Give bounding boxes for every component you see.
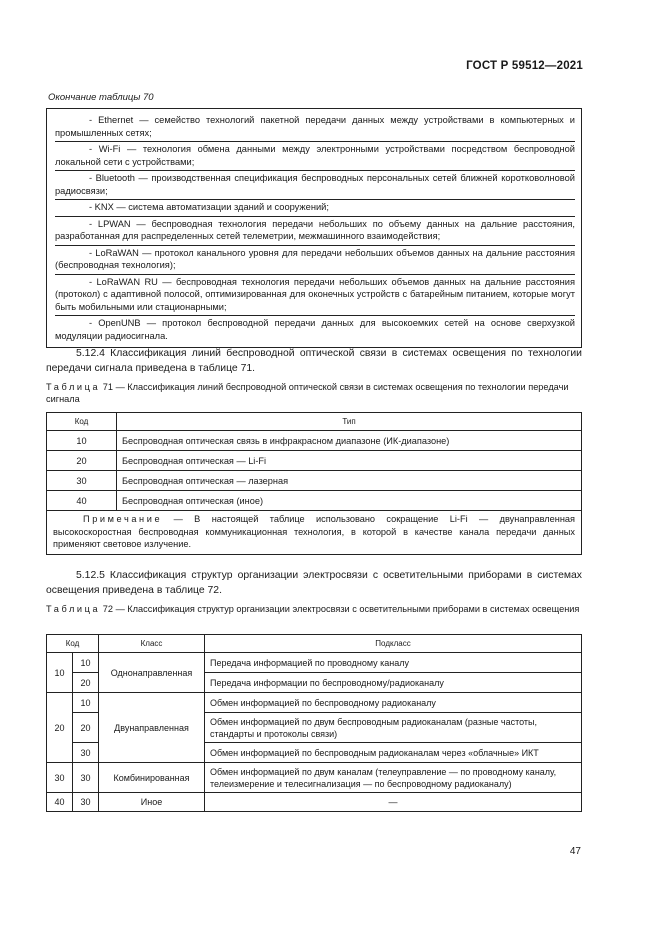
cell-type: Беспроводная оптическая (иное) bbox=[117, 491, 582, 511]
table71-caption-word: Таблица bbox=[46, 382, 101, 392]
cell-class: Однонаправленная bbox=[99, 653, 205, 693]
cell-subclass: — bbox=[205, 793, 582, 812]
table-row bbox=[47, 491, 582, 511]
table-row bbox=[47, 793, 582, 812]
definition-item: - LoRaWAN RU — беспроводная технология передачи небольших объемов данных на дальние расстояния (протокол) с адаптивной полосой, оптимизированная для оконечных устройств с батарейным питанием, которые могут быть мобильными или стационарными; bbox=[55, 275, 575, 317]
definition-item: - LoRaWAN — протокол канального уровня для передачи небольших объемов данных на дальние расстояния (беспроводная технология); bbox=[55, 246, 575, 275]
paragraph-5-12-5: 5.12.5 Классификация структур организации электросвязи с осветительными приборами в системах освещения приведена в таблице 72. bbox=[46, 570, 582, 596]
page-number: 47 bbox=[569, 846, 581, 857]
cell-subclass: Передача информацией по проводному каналу bbox=[205, 653, 582, 673]
cell-code: 10 bbox=[47, 431, 117, 451]
cell-subclass-code: 10 bbox=[73, 653, 99, 673]
definition-item: - Bluetooth — производственная спецификация беспроводных персональных сетей ближней коротковолновой радиосвязи; bbox=[55, 171, 575, 200]
cell-class-code: 30 bbox=[47, 763, 73, 793]
definition-item: - Wi-Fi — технология обмена данными между электронными устройствами посредством беспроводной локальной сети с устройствами; bbox=[55, 142, 575, 171]
cell-subclass: Обмен информацией по беспроводным радиоканалам через «облачные» ИКТ bbox=[205, 743, 582, 763]
paragraph-5-12-4: 5.12.4 Классификация линий беспроводной оптической связи в системах освещения по технологии передачи сигнала приведена в таблице 71. bbox=[46, 348, 582, 374]
column-header-class: Класс bbox=[99, 635, 205, 653]
table-71 bbox=[46, 412, 582, 555]
cell-type: Беспроводная оптическая связь в инфракрасном диапазоне (ИК-диапазоне) bbox=[117, 431, 582, 451]
table-row bbox=[47, 451, 582, 471]
table-note-row bbox=[47, 511, 582, 555]
definition-item: - Ethernet — семейство технологий пакетной передачи данных между устройствами в компьютерных и промышленных сетях; bbox=[55, 113, 575, 142]
table72-caption-word: Таблица bbox=[46, 604, 101, 614]
column-header-type: Тип bbox=[117, 413, 582, 431]
table-row bbox=[47, 693, 582, 713]
cell-code: 20 bbox=[47, 451, 117, 471]
cell-subclass-code: 30 bbox=[73, 743, 99, 763]
cell-subclass: Обмен информацией по двум каналам (телеуправление — по проводному каналу, телеизмерение и телесигнализация — по беспроводному радиоканалу) bbox=[205, 763, 582, 793]
definition-item: - OpenUNB — протокол беспроводной передачи данных для высокоемких сетей на основе сверхузкой модуляции радиосигнала. bbox=[55, 318, 575, 341]
cell-subclass-code: 20 bbox=[73, 673, 99, 693]
table-note bbox=[47, 511, 582, 555]
table-header-row bbox=[47, 413, 582, 431]
cell-class: Комбинированная bbox=[99, 763, 205, 793]
column-header-subclass: Подкласс bbox=[205, 635, 582, 653]
table-header-row bbox=[47, 635, 582, 653]
cell-subclass: Обмен информацией по беспроводному радиоканалу bbox=[205, 693, 582, 713]
definition-item: - LPWAN — беспроводная технология передачи небольших по объему данных на дальние расстояния, разработанная для распределенных сетей телеметрии, межмашинного взаимодействия; bbox=[55, 217, 575, 246]
table-row bbox=[47, 471, 582, 491]
table-continuation-caption: Окончание таблицы 70 bbox=[48, 92, 154, 103]
cell-code: 30 bbox=[47, 471, 117, 491]
cell-subclass: Передача информации по беспроводному/радиоканалу bbox=[205, 673, 582, 693]
cell-type: Беспроводная оптическая — лазерная bbox=[117, 471, 582, 491]
table-row bbox=[47, 431, 582, 451]
cell-class-code: 20 bbox=[47, 693, 73, 763]
table-row bbox=[47, 763, 582, 793]
definition-item: - KNX — система автоматизации зданий и сооружений; bbox=[55, 200, 575, 217]
table71-caption bbox=[46, 381, 582, 405]
cell-type: Беспроводная оптическая — Li-Fi bbox=[117, 451, 582, 471]
table71-caption-text: 71 — Классификация линий беспроводной оптической связи в системах освещения по технологии передачи сигнала bbox=[46, 382, 569, 404]
cell-class: Иное bbox=[99, 793, 205, 812]
cell-class-code: 40 bbox=[47, 793, 73, 812]
cell-class-code: 10 bbox=[47, 653, 73, 693]
table-row bbox=[47, 653, 582, 673]
cell-code: 40 bbox=[47, 491, 117, 511]
table-72 bbox=[46, 634, 582, 812]
cell-subclass-code: 30 bbox=[73, 793, 99, 812]
definitions-box bbox=[46, 108, 582, 348]
document-id: ГОСТ Р 59512—2021 bbox=[466, 60, 583, 72]
cell-subclass-code: 10 bbox=[73, 693, 99, 713]
cell-subclass-code: 30 bbox=[73, 763, 99, 793]
note-text: — В настоящей таблице использовано сокращение Li-Fi — двунаправленная высокоскоростная беспроводная коммуникационная технология, в которой в качестве канала передачи данных применяют световое излучение. bbox=[53, 514, 575, 549]
table72-caption bbox=[46, 603, 582, 615]
cell-subclass: Обмен информацией по двум беспроводным радиоканалам (разные частоты, стандарты и протоколы связи) bbox=[205, 713, 582, 743]
cell-subclass-code: 20 bbox=[73, 713, 99, 743]
column-header-code: Код bbox=[47, 413, 117, 431]
cell-class: Двунаправленная bbox=[99, 693, 205, 763]
note-label: Примечание bbox=[83, 514, 163, 524]
table72-caption-text: 72 — Классификация структур организации электросвязи с осветительными приборами в системах освещения bbox=[102, 604, 580, 614]
column-header-code: Код bbox=[47, 635, 99, 653]
